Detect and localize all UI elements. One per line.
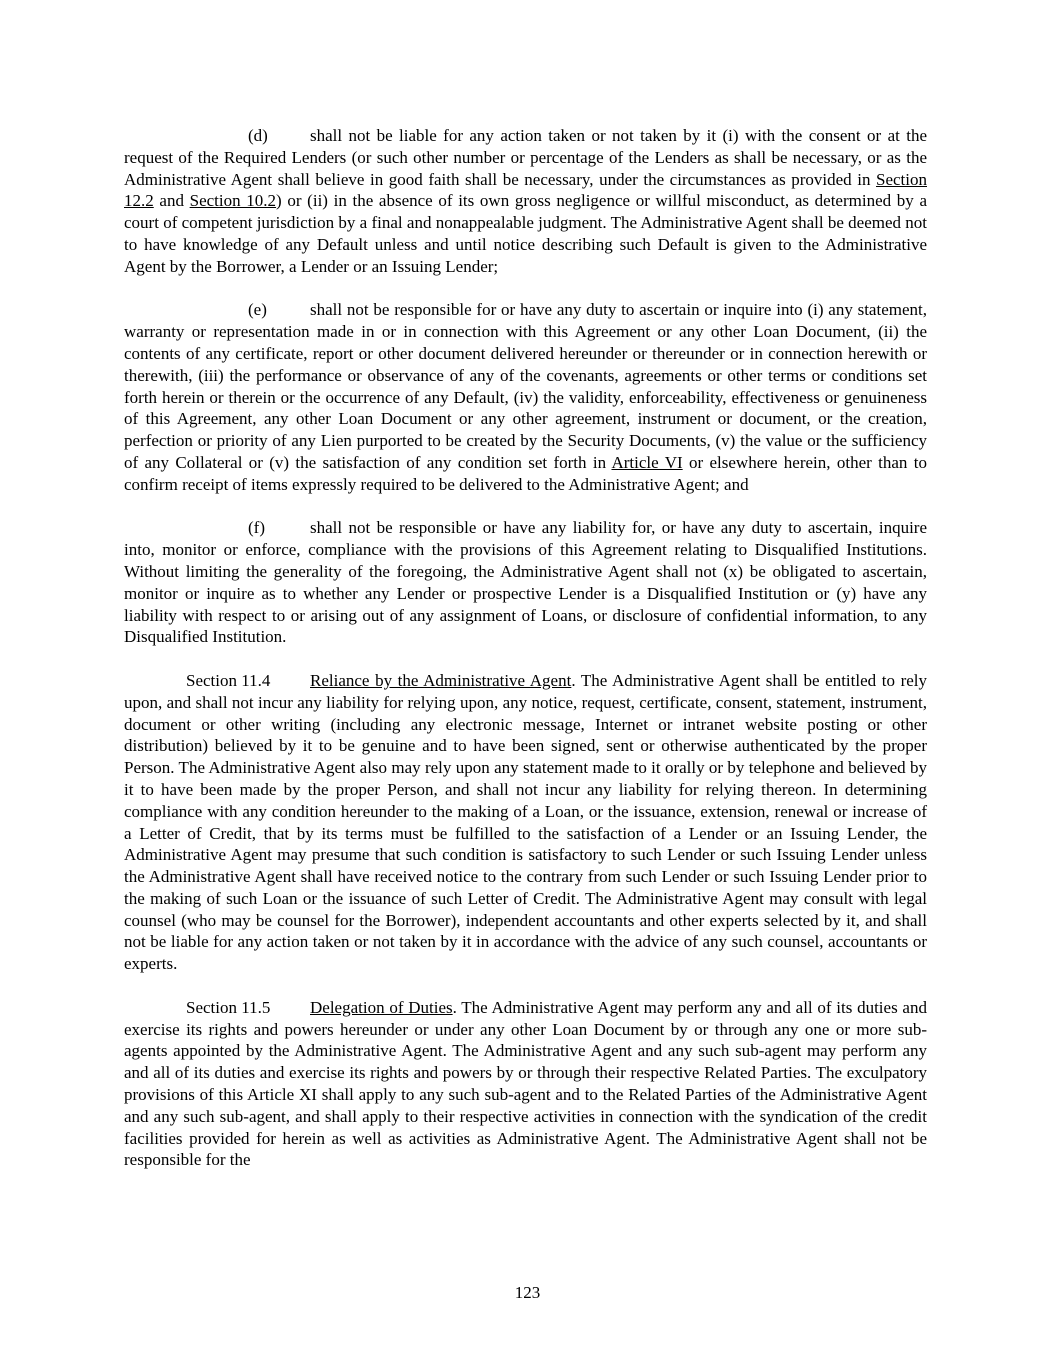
paragraph-text: or elsewhere herein, other than to confirm receipt of items expressly required to be delivered to the Administrative Agent; and bbox=[124, 452, 927, 494]
section-heading: Delegation of Duties bbox=[310, 997, 453, 1017]
paragraph-text: shall not be responsible or have any liability for, or have any duty to ascertain, inquire into, monitor or enforce, compliance with the provisions of this Agreement relating to Disqualified Institutions. Without limiting the generality of the foregoing, the Administrative Agent shall not (x) be obligated to ascertain, monitor or inquire as to whether any Lender or prospective Lender is a Disqualified Institution or (y) have any liability with respect to or arising out of any assignment of Loans, or disclosure of confidential information, to any Disqualified Institution. bbox=[124, 518, 927, 647]
cross-reference-link[interactable]: Section 10.2 bbox=[189, 191, 277, 211]
paragraph-text: ) or (ii) in the absence of its own gross negligence or willful misconduct, as determined by a court of competent jurisdiction by a final and nonappealable judgment. The Administrative Agent shall be deemed not to have knowledge of any Default unless and until notice describing such Default is given to the Administrative Agent by the Borrower, a Lender or an Issuing Lender; bbox=[124, 191, 927, 276]
document-page bbox=[124, 125, 927, 1171]
paragraph-marker: (e) bbox=[248, 300, 267, 320]
paragraph-text: shall not be responsible for or have any duty to ascertain or inquire into (i) any statement, warranty or representation made in or in connection with this Agreement or any other Loan Document, (ii) the contents of any certificate, report or other document delivered hereunder or thereunder or in connection herewith or therewith, (iii) the performance or observance of any of the covenants, agreements or other terms or conditions set forth herein or therein or the occurrence of any Default, (iv) the validity, enforceability, effectiveness or genuineness of this Agreement, any other Loan Document or any other agreement, instrument or document, or the creation, perfection or priority of any Lien purported to be created by the Security Documents, (v) the value or the sufficiency of any Collateral or (v) the satisfaction of any condition set forth in bbox=[124, 300, 927, 472]
paragraph-marker: (d) bbox=[248, 126, 268, 145]
paragraph-e bbox=[124, 299, 927, 495]
paragraph-marker: (f) bbox=[248, 518, 265, 538]
section-11-4 bbox=[124, 670, 927, 975]
section-number: Section 11.5 bbox=[186, 997, 271, 1017]
section-number: Section 11.4 bbox=[186, 670, 271, 690]
section-heading: Reliance by the Administrative Agent bbox=[310, 670, 572, 690]
page-number: 123 bbox=[514, 1283, 541, 1302]
cross-reference-link[interactable]: Article VI bbox=[611, 452, 683, 472]
section-text: . The Administrative Agent shall be entitled to rely upon, and shall not incur any liability for relying upon, any notice, request, certificate, consent, statement, instrument, document or other writing (including any electronic message, Internet or intranet website posting or other distribution) believed by it to be genuine and to have been signed, sent or otherwise authenticated by the proper Person. The Administrative Agent also may rely upon any statement made to it orally or by telephone and believed by it to have been made by the proper Person, and shall not incur any liability for relying thereon. In determining compliance with any condition hereunder to the making of a Loan, or the issuance, extension, renewal or increase of a Letter of Credit, that by its terms must be fulfilled to the satisfaction of a Lender or an Issuing Lender, the Administrative Agent may presume that such condition is satisfactory to such Lender or such Issuing Lender unless the Administrative Agent shall have received notice to the contrary from such Lender or such Issuing Lender prior to the making of such Loan or the issuance of such Letter of Credit. The Administrative Agent may consult with legal counsel (who may be counsel for the Borrower), independent accountants and other experts selected by it, and shall not be liable for any action taken or not taken by it in accordance with the advice of any such counsel, accountants or experts. bbox=[124, 670, 927, 974]
paragraph-f bbox=[124, 517, 927, 648]
section-text: . The Administrative Agent may perform any and all of its duties and exercise its rights and powers hereunder or under any other Loan Document by or through any one or more sub-agents appointed by the Administrative Agent. The Administrative Agent and any such sub-agent may perform any and all of its duties and exercise its rights and powers by or through their respective Related Parties. The exculpatory provisions of this Article XI shall apply to any such sub-agent and to the Related Parties of the Administrative Agent and any such sub-agent, and shall apply to their respective activities in connection with the syndication of the credit facilities provided for herein as well as activities as Administrative Agent. The Administrative Agent shall not be responsible for the bbox=[124, 997, 927, 1170]
cross-reference-link[interactable]: Section 12.2 bbox=[124, 169, 927, 211]
paragraph-d bbox=[124, 125, 927, 278]
section-11-5 bbox=[124, 997, 927, 1171]
paragraph-text: and bbox=[153, 191, 190, 211]
paragraph-text: shall not be liable for any action taken or not taken by it (i) with the consent or at the request of the Required Lenders (or such other number or percentage of the Lenders as shall be necessary, or as the Administrative Agent shall believe in good faith shall be necessary, under the circumstances as provided in bbox=[124, 126, 927, 189]
